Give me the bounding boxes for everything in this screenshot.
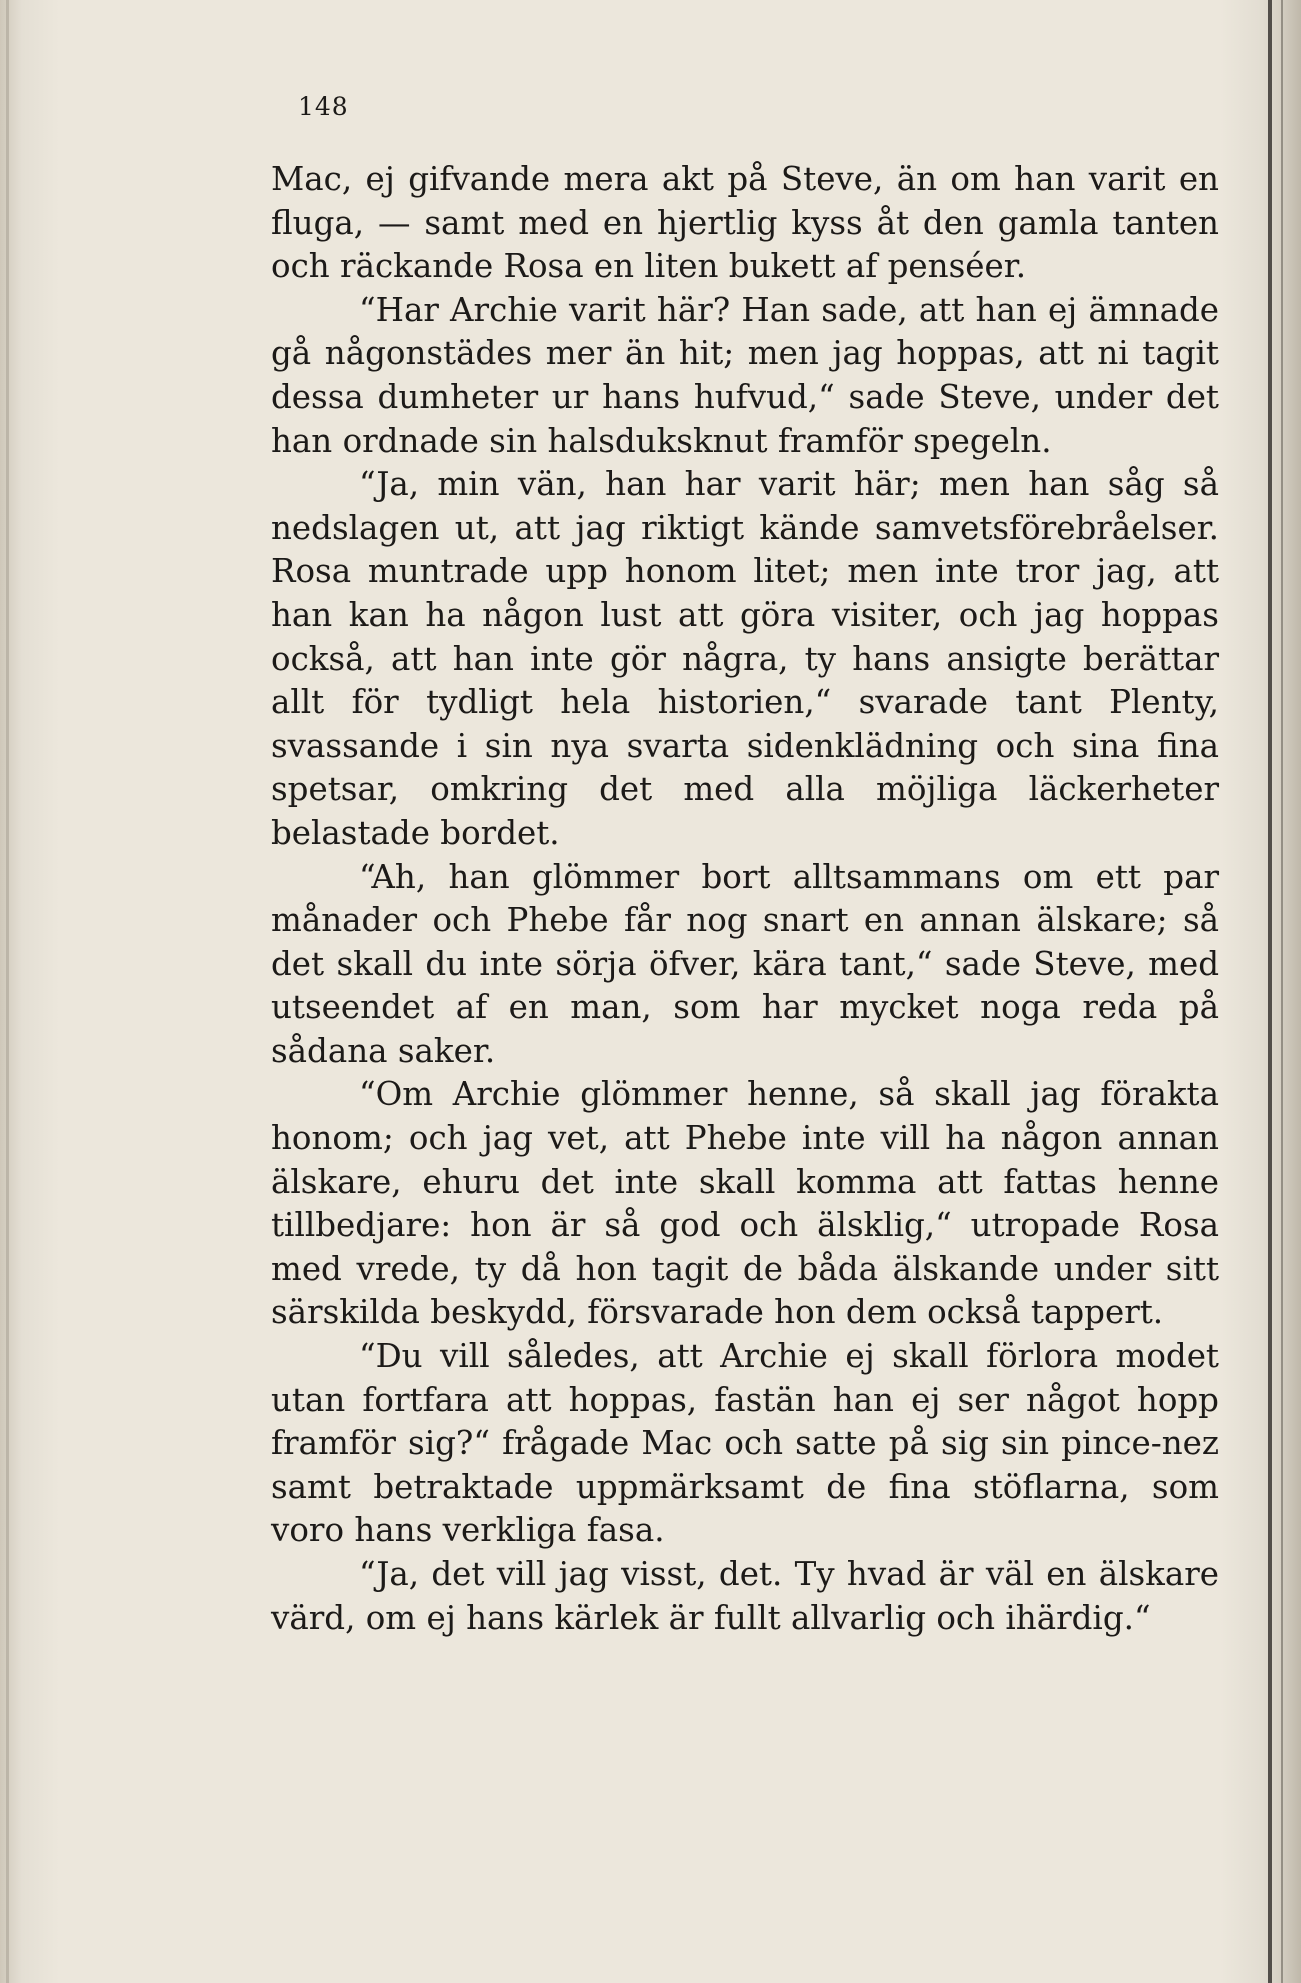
paragraph-7: “Ja, det vill jag visst, det. Ty hvad är väl en älskare värd, om ej hans kärlek är fullt allvarlig och ihärdig.“ [271,1555,1219,1637]
paragraph-6: “Du vill således, att Archie ej skall förlora modet utan fortfara att hoppas, fastän han ej ser något hopp framför sig?“ frågade Mac och satte på sig sin pince-nez samt betraktade uppmärksamt de fina stöflarna, som voro hans verkliga fasa. [271,1337,1219,1550]
body-text [271,158,1219,1640]
paragraph-1: Mac, ej gifvande mera akt på Steve, än om han varit en fluga, — samt med en hjertlig kyss åt den gamla tanten och räckande Rosa en liten bukett af penséer. [271,160,1219,286]
paragraph-3: “Ja, min vän, han har varit här; men han såg så nedslagen ut, att jag riktigt kände samvetsförebråelser. Rosa muntrade upp honom litet; men inte tror jag, att han kan ha någon lust att göra visiter, och jag hoppas också, att han inte gör några, ty hans ansigte berättar allt för tydligt hela historien,“ svarade tant Plenty, svassande i sin nya svarta sidenklädning och sina fina spetsar, omkring det med alla möjliga läckerheter belastade bordet. [271,465,1219,852]
paragraph-5: “Om Archie glömmer henne, så skall jag förakta honom; och jag vet, att Phebe inte vill ha någon annan älskare, ehuru det inte skall komma att fattas henne tillbedjare: hon är så god och älsklig,“ utropade Rosa med vrede, ty då hon tagit de båda älskande under sitt särskilda beskydd, försvarade hon dem också tappert. [271,1075,1219,1332]
page-edge-line [1268,0,1272,1983]
page-edge-shadow [1281,0,1283,1983]
page-number: 148 [298,92,349,121]
paragraph-2: “Har Archie varit här? Han sade, att han ej ämnade gå någonstädes mer än hit; men jag hoppas, att ni tagit dessa dumheter ur hans hufvud,“ sade Steve, under det han ordnade sin halsduksknut framför spegeln. [271,290,1219,460]
book-spine-shadow [6,0,9,1983]
paragraph-4: “Ah, han glömmer bort alltsammans om ett par månader och Phebe får nog snart en annan älskare; så det skall du inte sörja öfver, kära tant,“ sade Steve, med utseendet af en man, som har mycket noga reda på sådana saker. [271,857,1219,1070]
